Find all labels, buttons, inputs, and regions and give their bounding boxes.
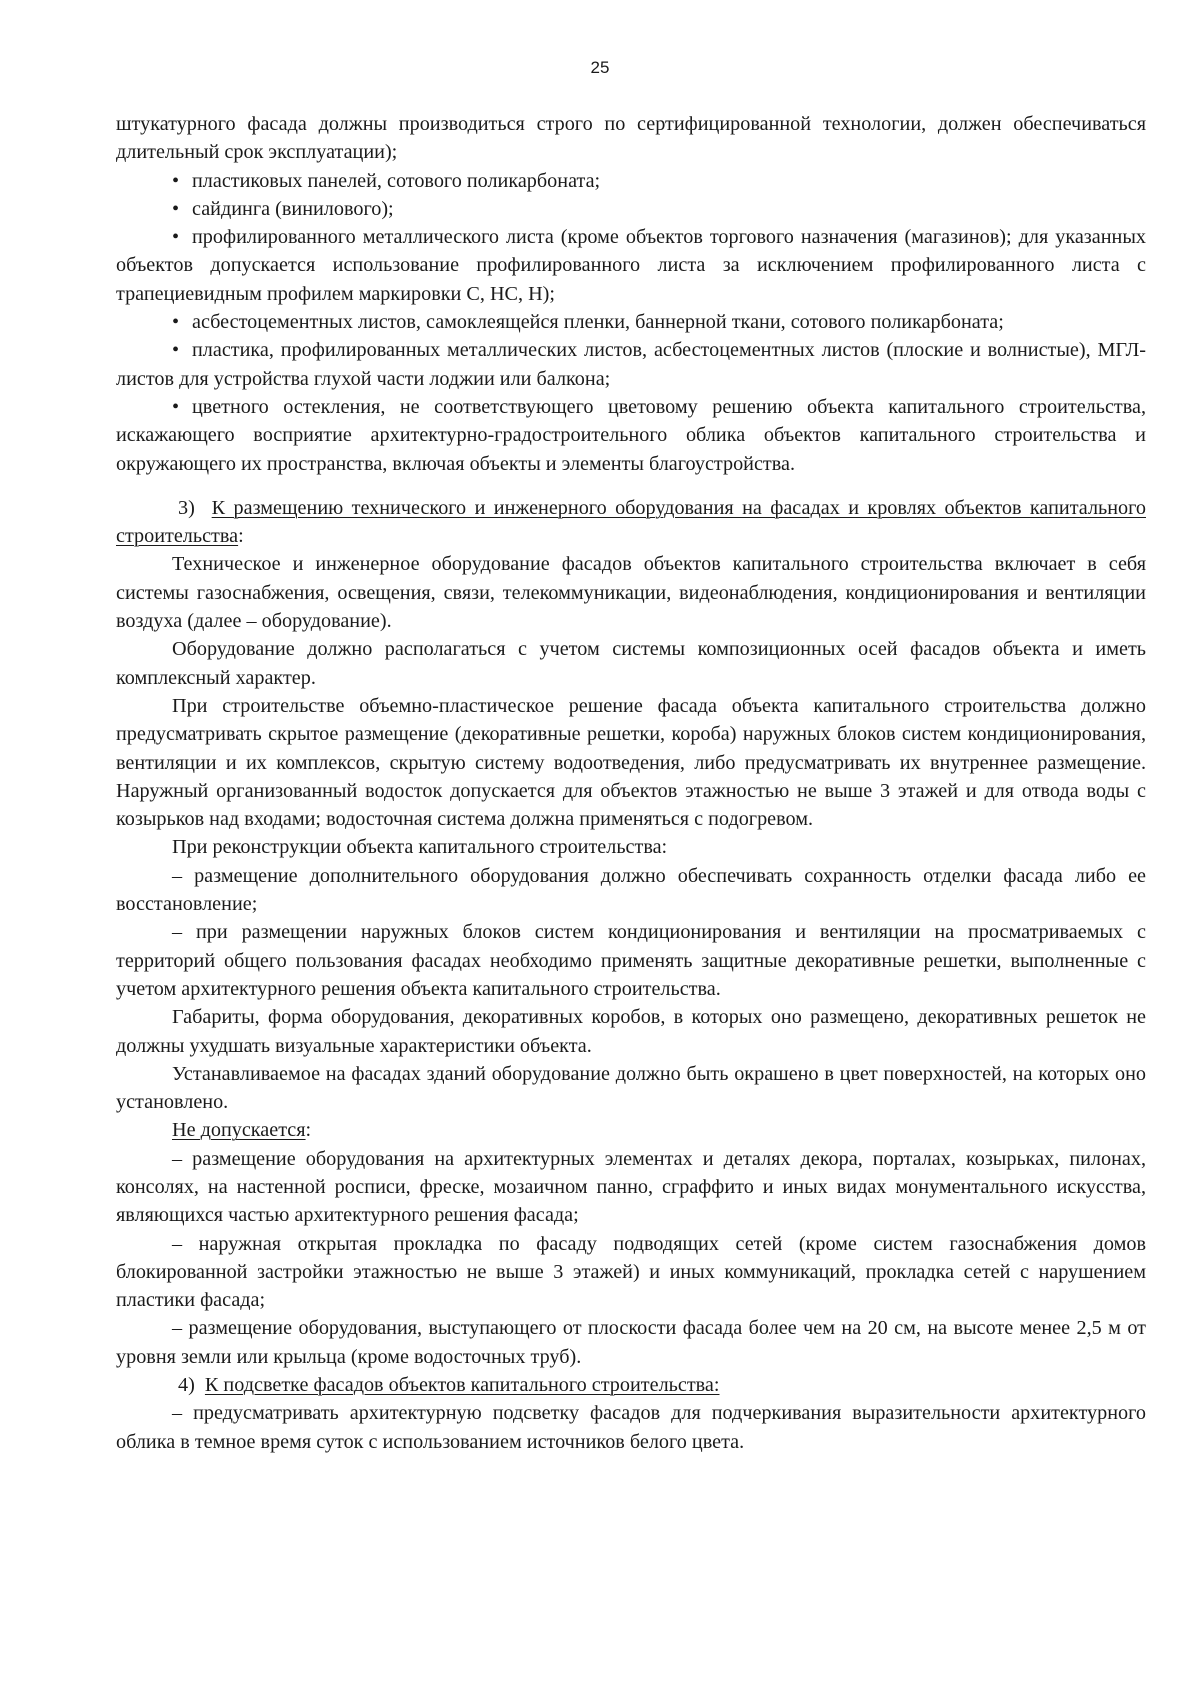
paragraph-dimensions: Габариты, форма оборудования, декоративных коробов, в которых оно размещено, декоративных решеток не должны ухудшать визуальные характеристики объекта. xyxy=(116,1006,1146,1057)
bullet-icon: • xyxy=(172,339,180,362)
bullet-text: профилированного металлического листа (кроме объектов торгового назначения (магазинов); для указанных объектов допускается использование профилированного листа за исключением профилированного листа с трапециевидным профилем маркировки С, НС, Н); xyxy=(116,226,1146,305)
paragraph-construction: При строительстве объемно-пластическое решение фасада объекта капитального строительства должно предусматривать скрытое размещение (декоративные решетки, короба) наружных блоков систем кондиционирования, вентиляции и их комплексов, скрытую систему водоотведения, либо предусматривать их внутреннее размещение. Наружный организованный водосток допускается для объектов этажностью не выше 3 этажей и для отвода воды с козырьков над входами; водосточная система должна применяться с подогревом. xyxy=(116,694,1146,831)
bullet-item xyxy=(116,336,1146,393)
bullet-text: сайдинга (винилового); xyxy=(192,197,394,220)
bullet-item xyxy=(116,308,1146,336)
section-4-heading xyxy=(116,1371,1146,1399)
section-4-number: 4) xyxy=(178,1374,195,1397)
bullet-item xyxy=(116,195,1146,223)
paragraph-lighting: – предусматривать архитектурную подсветку фасадов для подчеркивания выразительности архитектурного облика в темное время суток с использованием источников белого цвета. xyxy=(116,1402,1146,1453)
bullet-text: пластика, профилированных металлических листов, асбестоцементных листов (плоские и волнистые), МГЛ-листов для устройства глухой части лоджии или балкона; xyxy=(116,339,1146,390)
section-3-colon: : xyxy=(238,525,244,548)
page-number: 25 xyxy=(590,58,610,77)
dash-item: – размещение оборудования, выступающего от плоскости фасада более чем на 20 см, на высоте менее 2,5 м от уровня земли или крыльца (кроме водосточных труб). xyxy=(116,1317,1146,1368)
bullet-icon: • xyxy=(172,311,180,334)
bullet-item xyxy=(116,167,1146,195)
bullet-text: цветного остекления, не соответствующего цветовому решению объекта капитального строительства, искажающего восприятие архитектурно-градостроительного облика объектов капитального строительства и окружающего их пространства, включая объекты и элементы благоустройства. xyxy=(116,395,1146,475)
bullet-icon: • xyxy=(172,395,180,418)
bullet-item xyxy=(116,393,1146,478)
paragraph-painted: Устанавливаемое на фасадах зданий оборудование должно быть окрашено в цвет поверхностей, на которых оно установлено. xyxy=(116,1062,1146,1114)
bullet-icon: • xyxy=(172,197,180,220)
section-3-heading xyxy=(116,494,1146,551)
not-allowed-colon: : xyxy=(305,1119,312,1142)
section-4-title: К подсветке фасадов объектов капитального строительства: xyxy=(204,1374,720,1397)
section-3-number: 3) xyxy=(178,496,195,519)
bullet-icon: • xyxy=(172,169,180,192)
bullet-text: пластиковых панелей, сотового поликарбоната; xyxy=(192,169,601,192)
dash-item: – размещение оборудования на архитектурных элементах и деталях декора, порталах, козырьках, пилонах, консолях, на настенной росписи, фреске, мозаичном панно, сграффито и иных видах монументального искусства, являющихся частью архитектурного решения фасада; xyxy=(116,1147,1146,1227)
bullet-icon: • xyxy=(172,226,180,249)
paragraph-equipment-placement: Оборудование должно располагаться с учетом системы композиционных осей фасадов объекта и иметь комплексный характер. xyxy=(116,638,1146,689)
section-3-title: К размещению технического и инженерного оборудования на фасадах и кровлях объектов капитального строительства xyxy=(116,496,1146,548)
dash-item: – наружная открытая прокладка по фасаду подводящих сетей (кроме систем газоснабжения домов блокированной застройки этажностью не выше 3 этажей) и иных коммуникаций, прокладка сетей с нарушением пластики фасада; xyxy=(116,1232,1146,1312)
paragraph-tech-equipment: Техническое и инженерное оборудование фасадов объектов капитального строительства включает в себя системы газоснабжения, освещения, связи, телекоммуникации, видеонаблюдения, кондиционирования и вентиляции воздуха (далее – оборудование). xyxy=(116,553,1146,633)
bullet-item xyxy=(116,223,1146,308)
paragraph-reconstruction: При реконструкции объекта капитального строительства: xyxy=(172,836,668,859)
not-allowed-heading xyxy=(116,1116,1146,1144)
paragraph-intro: штукатурного фасада должны производиться строго по сертифицированной технологии, должен обеспечиваться длительный срок эксплуатации); xyxy=(116,113,1146,164)
dash-item: – при размещении наружных блоков систем кондиционирования и вентиляции на просматриваемых с территорий общего пользования фасадах необходимо применять защитные декоративные решетки, выполненные с учетом архитектурного решения объекта капитального строительства. xyxy=(116,921,1146,1000)
dash-item: – размещение дополнительного оборудования должно обеспечивать сохранность отделки фасада либо ее восстановление; xyxy=(116,864,1146,916)
document-body xyxy=(116,110,1146,1456)
not-allowed-label: Не допускается xyxy=(172,1119,306,1142)
bullet-text: асбестоцементных листов, самоклеящейся пленки, баннерной ткани, сотового поликарбоната; xyxy=(192,311,1004,334)
